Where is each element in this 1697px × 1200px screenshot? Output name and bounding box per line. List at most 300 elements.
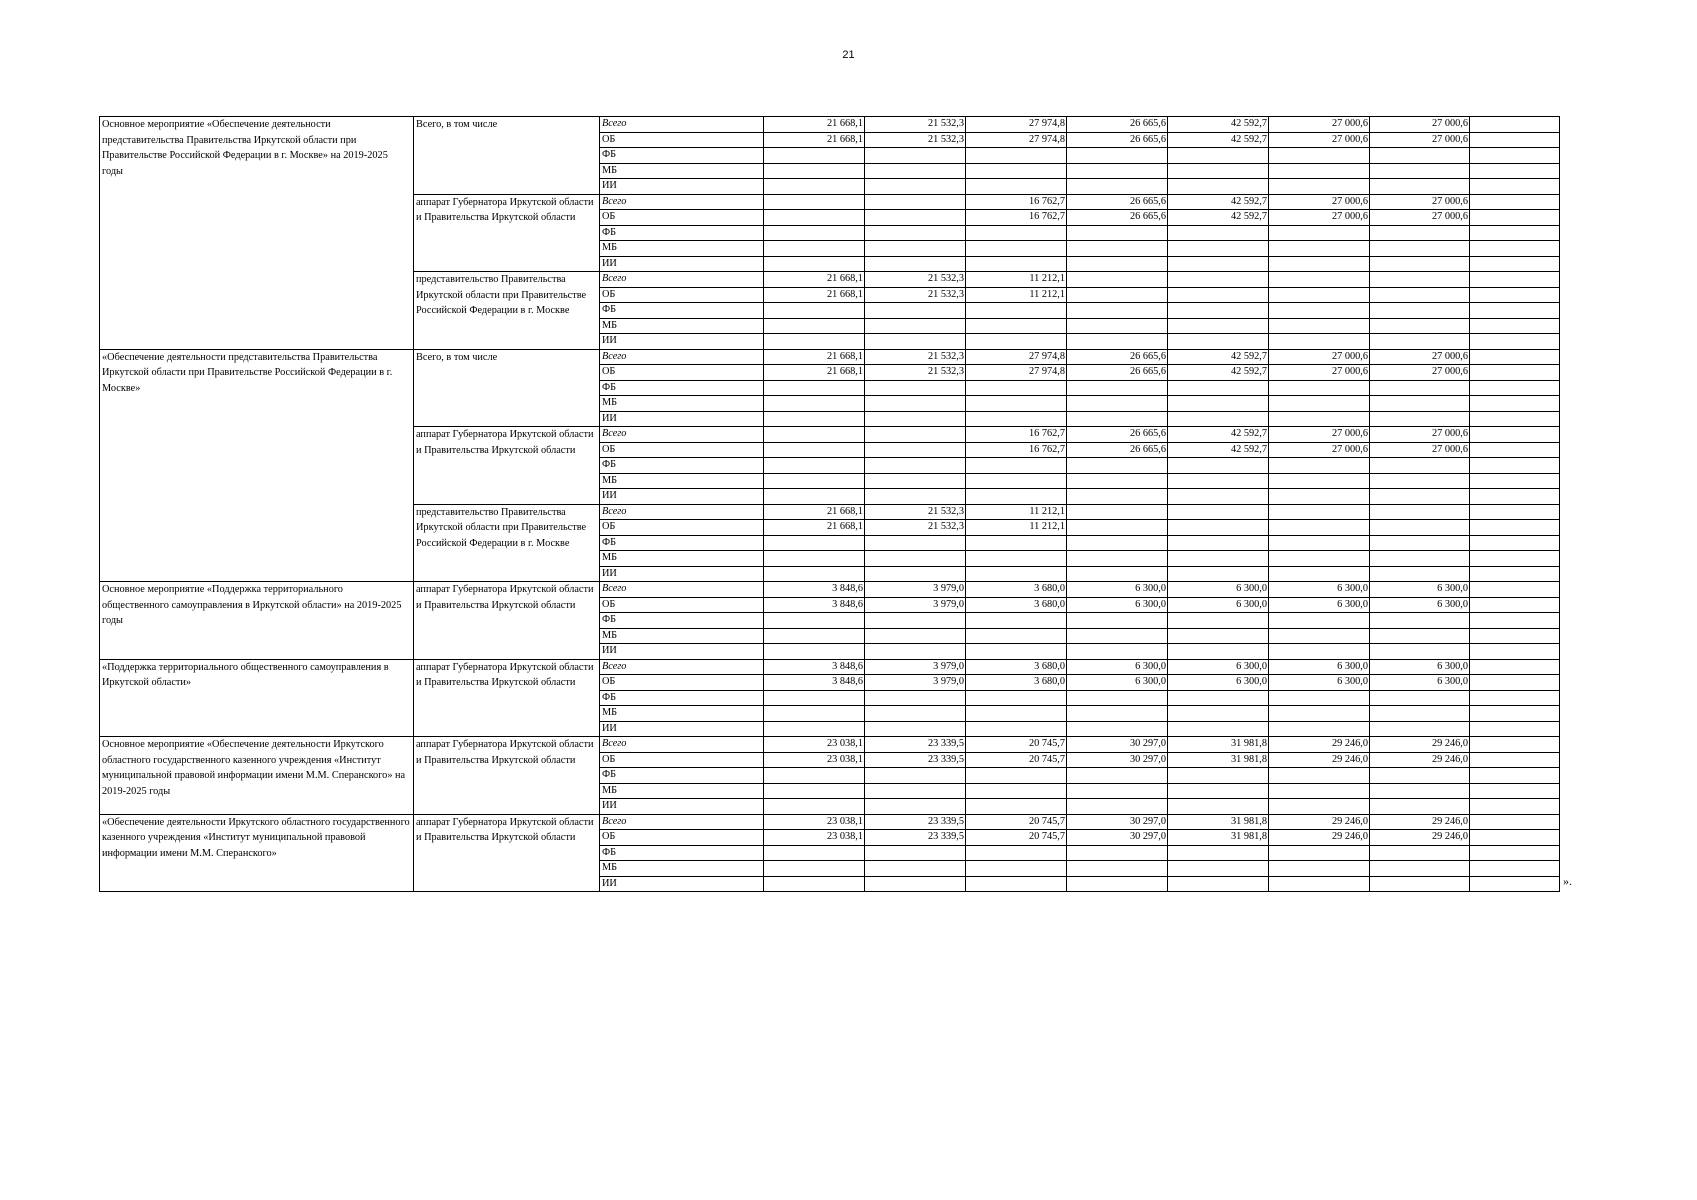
executor-cell: аппарат Губернатора Иркутской области и Правительства Иркутской области: [414, 427, 600, 505]
amount-cell: [1470, 132, 1560, 148]
amount-cell: [1269, 380, 1370, 396]
amount-cell: [966, 644, 1067, 660]
amount-cell: [1470, 520, 1560, 536]
amount-cell: [966, 458, 1067, 474]
amount-cell: [865, 256, 966, 272]
funding-source-cell: ОБ: [600, 752, 764, 768]
amount-cell: [1470, 814, 1560, 830]
amount-cell: [966, 303, 1067, 319]
funding-source-cell: ОБ: [600, 132, 764, 148]
amount-cell: [1470, 504, 1560, 520]
amount-cell: 6 300,0: [1370, 675, 1470, 691]
amount-cell: [1470, 566, 1560, 582]
amount-cell: [1269, 489, 1370, 505]
amount-cell: 16 762,7: [966, 210, 1067, 226]
amount-cell: [1168, 489, 1269, 505]
amount-cell: 3 979,0: [865, 659, 966, 675]
amount-cell: [1067, 690, 1168, 706]
amount-cell: [966, 334, 1067, 350]
amount-cell: [966, 876, 1067, 892]
amount-cell: [865, 721, 966, 737]
amount-cell: 3 680,0: [966, 675, 1067, 691]
amount-cell: [1269, 256, 1370, 272]
table-body: [100, 117, 1560, 892]
funding-source-cell: ОБ: [600, 210, 764, 226]
amount-cell: [966, 489, 1067, 505]
amount-cell: 21 532,3: [865, 504, 966, 520]
amount-cell: [1470, 551, 1560, 567]
amount-cell: [764, 566, 865, 582]
amount-cell: [966, 551, 1067, 567]
amount-cell: 6 300,0: [1067, 597, 1168, 613]
funding-source-cell: ФБ: [600, 535, 764, 551]
amount-cell: [1370, 303, 1470, 319]
funding-source-cell: ОБ: [600, 520, 764, 536]
amount-cell: 21 532,3: [865, 132, 966, 148]
amount-cell: 27 000,6: [1370, 427, 1470, 443]
amount-cell: [764, 179, 865, 195]
amount-cell: [1269, 396, 1370, 412]
amount-cell: 11 212,1: [966, 504, 1067, 520]
amount-cell: [764, 706, 865, 722]
amount-cell: 3 979,0: [865, 582, 966, 598]
amount-cell: [1269, 287, 1370, 303]
amount-cell: 6 300,0: [1168, 597, 1269, 613]
amount-cell: [865, 783, 966, 799]
table-row: [100, 814, 1560, 830]
amount-cell: [1370, 504, 1470, 520]
funding-source-cell: ИИ: [600, 256, 764, 272]
amount-cell: [966, 799, 1067, 815]
amount-cell: 27 000,6: [1370, 442, 1470, 458]
amount-cell: [1168, 644, 1269, 660]
funding-source-cell: Всего: [600, 117, 764, 133]
amount-cell: [865, 768, 966, 784]
funding-source-cell: Всего: [600, 194, 764, 210]
amount-cell: [1470, 799, 1560, 815]
amount-cell: [1470, 721, 1560, 737]
amount-cell: [764, 225, 865, 241]
amount-cell: [966, 380, 1067, 396]
amount-cell: [1067, 303, 1168, 319]
amount-cell: [865, 799, 966, 815]
amount-cell: [1168, 256, 1269, 272]
amount-cell: [1370, 489, 1470, 505]
amount-cell: [1470, 628, 1560, 644]
amount-cell: 27 000,6: [1269, 132, 1370, 148]
amount-cell: 11 212,1: [966, 287, 1067, 303]
amount-cell: [966, 148, 1067, 164]
amount-cell: [1067, 287, 1168, 303]
amount-cell: 42 592,7: [1168, 194, 1269, 210]
amount-cell: 42 592,7: [1168, 117, 1269, 133]
amount-cell: [1470, 876, 1560, 892]
amount-cell: [1168, 380, 1269, 396]
amount-cell: [1067, 613, 1168, 629]
event-name-cell: Основное мероприятие «Обеспечение деятельности представительства Правительства Иркутской области при Правительстве Российской Федерации в г. Москве» на 2019-2025 годы: [100, 117, 414, 350]
funding-source-cell: МБ: [600, 473, 764, 489]
funding-source-cell: ФБ: [600, 225, 764, 241]
amount-cell: 6 300,0: [1269, 597, 1370, 613]
amount-cell: [1067, 163, 1168, 179]
funding-source-cell: ОБ: [600, 442, 764, 458]
funding-source-cell: ИИ: [600, 566, 764, 582]
amount-cell: [1470, 830, 1560, 846]
amount-cell: 29 246,0: [1269, 737, 1370, 753]
funding-source-cell: Всего: [600, 504, 764, 520]
amount-cell: [966, 473, 1067, 489]
table-row: [100, 117, 1560, 133]
amount-cell: 26 665,6: [1067, 210, 1168, 226]
funding-source-cell: ФБ: [600, 845, 764, 861]
amount-cell: [966, 241, 1067, 257]
closing-quote-mark: ».: [1563, 874, 1572, 888]
amount-cell: [1168, 303, 1269, 319]
amount-cell: [1067, 644, 1168, 660]
amount-cell: 27 000,6: [1370, 132, 1470, 148]
amount-cell: 11 212,1: [966, 520, 1067, 536]
executor-cell: аппарат Губернатора Иркутской области и Правительства Иркутской области: [414, 582, 600, 660]
amount-cell: 20 745,7: [966, 814, 1067, 830]
amount-cell: 21 668,1: [764, 272, 865, 288]
amount-cell: [1168, 628, 1269, 644]
funding-source-cell: ОБ: [600, 287, 764, 303]
amount-cell: 21 668,1: [764, 365, 865, 381]
amount-cell: 6 300,0: [1067, 582, 1168, 598]
amount-cell: [1269, 861, 1370, 877]
amount-cell: [1470, 752, 1560, 768]
amount-cell: [764, 334, 865, 350]
amount-cell: [1370, 334, 1470, 350]
amount-cell: 16 762,7: [966, 194, 1067, 210]
amount-cell: 27 000,6: [1269, 210, 1370, 226]
amount-cell: [764, 644, 865, 660]
amount-cell: [1370, 256, 1470, 272]
amount-cell: 29 246,0: [1370, 814, 1470, 830]
amount-cell: 29 246,0: [1370, 752, 1470, 768]
amount-cell: 26 665,6: [1067, 194, 1168, 210]
amount-cell: 3 680,0: [966, 659, 1067, 675]
funding-source-cell: ОБ: [600, 365, 764, 381]
amount-cell: [966, 318, 1067, 334]
amount-cell: [1370, 783, 1470, 799]
amount-cell: [1168, 768, 1269, 784]
amount-cell: 6 300,0: [1370, 597, 1470, 613]
amount-cell: [764, 241, 865, 257]
amount-cell: 27 974,8: [966, 117, 1067, 133]
amount-cell: [865, 194, 966, 210]
amount-cell: [764, 148, 865, 164]
amount-cell: [1067, 876, 1168, 892]
amount-cell: [1470, 861, 1560, 877]
amount-cell: [1067, 179, 1168, 195]
amount-cell: [764, 411, 865, 427]
amount-cell: [966, 179, 1067, 195]
amount-cell: [764, 489, 865, 505]
amount-cell: 6 300,0: [1370, 582, 1470, 598]
page-number: 21: [842, 49, 855, 61]
amount-cell: [1470, 303, 1560, 319]
amount-cell: 16 762,7: [966, 442, 1067, 458]
amount-cell: [1470, 194, 1560, 210]
amount-cell: [764, 194, 865, 210]
amount-cell: 6 300,0: [1067, 659, 1168, 675]
amount-cell: 3 979,0: [865, 597, 966, 613]
amount-cell: [1470, 349, 1560, 365]
funding-source-cell: ФБ: [600, 768, 764, 784]
table-row: [100, 737, 1560, 753]
amount-cell: [1067, 272, 1168, 288]
amount-cell: 27 000,6: [1269, 427, 1370, 443]
amount-cell: 42 592,7: [1168, 442, 1269, 458]
amount-cell: [1168, 721, 1269, 737]
amount-cell: 29 246,0: [1269, 752, 1370, 768]
amount-cell: [764, 163, 865, 179]
amount-cell: 26 665,6: [1067, 365, 1168, 381]
amount-cell: 27 000,6: [1370, 365, 1470, 381]
funding-source-cell: МБ: [600, 706, 764, 722]
amount-cell: 6 300,0: [1168, 675, 1269, 691]
amount-cell: 21 532,3: [865, 365, 966, 381]
amount-cell: [865, 210, 966, 226]
amount-cell: 6 300,0: [1269, 582, 1370, 598]
amount-cell: [1470, 690, 1560, 706]
amount-cell: 31 981,8: [1168, 752, 1269, 768]
funding-source-cell: МБ: [600, 318, 764, 334]
amount-cell: [1370, 535, 1470, 551]
amount-cell: [764, 783, 865, 799]
amount-cell: [1168, 163, 1269, 179]
amount-cell: [1370, 644, 1470, 660]
amount-cell: [1470, 225, 1560, 241]
amount-cell: [1470, 117, 1560, 133]
amount-cell: [1269, 520, 1370, 536]
amount-cell: [1470, 411, 1560, 427]
amount-cell: [1067, 411, 1168, 427]
funding-source-cell: ИИ: [600, 334, 764, 350]
amount-cell: [1168, 179, 1269, 195]
amount-cell: 6 300,0: [1168, 582, 1269, 598]
amount-cell: [1269, 613, 1370, 629]
amount-cell: [865, 380, 966, 396]
funding-source-cell: ФБ: [600, 148, 764, 164]
amount-cell: 21 532,3: [865, 520, 966, 536]
amount-cell: [1470, 675, 1560, 691]
amount-cell: [1168, 504, 1269, 520]
amount-cell: [1067, 768, 1168, 784]
amount-cell: [1470, 427, 1560, 443]
amount-cell: [966, 706, 1067, 722]
amount-cell: 31 981,8: [1168, 737, 1269, 753]
amount-cell: [1269, 458, 1370, 474]
amount-cell: [1168, 799, 1269, 815]
amount-cell: [1067, 473, 1168, 489]
amount-cell: [966, 845, 1067, 861]
amount-cell: [1269, 473, 1370, 489]
funding-source-cell: МБ: [600, 861, 764, 877]
budget-table: [99, 116, 1560, 892]
amount-cell: [865, 225, 966, 241]
amount-cell: 20 745,7: [966, 752, 1067, 768]
amount-cell: [865, 148, 966, 164]
amount-cell: [1067, 520, 1168, 536]
funding-source-cell: ИИ: [600, 876, 764, 892]
amount-cell: [1470, 613, 1560, 629]
amount-cell: [1168, 690, 1269, 706]
amount-cell: [1370, 225, 1470, 241]
amount-cell: [865, 566, 966, 582]
amount-cell: [966, 535, 1067, 551]
amount-cell: [1168, 334, 1269, 350]
amount-cell: 21 532,3: [865, 272, 966, 288]
amount-cell: [865, 442, 966, 458]
amount-cell: [1370, 551, 1470, 567]
amount-cell: 6 300,0: [1269, 675, 1370, 691]
amount-cell: [1067, 380, 1168, 396]
event-name-cell: «Поддержка территориального общественного самоуправления в Иркутской области»: [100, 659, 414, 737]
executor-cell: Всего, в том числе: [414, 117, 600, 195]
amount-cell: 42 592,7: [1168, 427, 1269, 443]
amount-cell: [1470, 318, 1560, 334]
amount-cell: 27 000,6: [1370, 117, 1470, 133]
amount-cell: 30 297,0: [1067, 752, 1168, 768]
amount-cell: [764, 690, 865, 706]
amount-cell: 27 000,6: [1269, 365, 1370, 381]
amount-cell: [1470, 148, 1560, 164]
amount-cell: [1067, 706, 1168, 722]
amount-cell: [1269, 566, 1370, 582]
funding-source-cell: МБ: [600, 163, 764, 179]
amount-cell: [966, 861, 1067, 877]
amount-cell: [1067, 318, 1168, 334]
amount-cell: [764, 628, 865, 644]
amount-cell: 21 668,1: [764, 132, 865, 148]
amount-cell: [1067, 535, 1168, 551]
amount-cell: 16 762,7: [966, 427, 1067, 443]
amount-cell: [1269, 148, 1370, 164]
amount-cell: [1370, 768, 1470, 784]
amount-cell: 23 038,1: [764, 737, 865, 753]
amount-cell: 20 745,7: [966, 830, 1067, 846]
amount-cell: 26 665,6: [1067, 427, 1168, 443]
amount-cell: [1370, 566, 1470, 582]
amount-cell: [966, 628, 1067, 644]
amount-cell: [966, 411, 1067, 427]
amount-cell: [764, 458, 865, 474]
amount-cell: [1470, 442, 1560, 458]
amount-cell: [1168, 241, 1269, 257]
amount-cell: [764, 210, 865, 226]
amount-cell: [1370, 380, 1470, 396]
amount-cell: [1067, 551, 1168, 567]
amount-cell: [1067, 458, 1168, 474]
amount-cell: [865, 458, 966, 474]
amount-cell: 27 974,8: [966, 365, 1067, 381]
amount-cell: [966, 768, 1067, 784]
amount-cell: [865, 411, 966, 427]
amount-cell: [1470, 458, 1560, 474]
amount-cell: [764, 318, 865, 334]
amount-cell: [1470, 597, 1560, 613]
funding-source-cell: ФБ: [600, 303, 764, 319]
amount-cell: [1370, 690, 1470, 706]
amount-cell: [1168, 272, 1269, 288]
amount-cell: 3 979,0: [865, 675, 966, 691]
amount-cell: [966, 225, 1067, 241]
amount-cell: [1470, 380, 1560, 396]
table-row: [100, 659, 1560, 675]
amount-cell: [1269, 163, 1370, 179]
amount-cell: [764, 551, 865, 567]
amount-cell: [966, 613, 1067, 629]
amount-cell: 21 668,1: [764, 520, 865, 536]
amount-cell: [1470, 241, 1560, 257]
amount-cell: 3 680,0: [966, 582, 1067, 598]
amount-cell: 6 300,0: [1269, 659, 1370, 675]
amount-cell: 21 668,1: [764, 349, 865, 365]
amount-cell: [1470, 845, 1560, 861]
amount-cell: [1067, 396, 1168, 412]
amount-cell: [1470, 163, 1560, 179]
amount-cell: [1370, 411, 1470, 427]
funding-source-cell: Всего: [600, 659, 764, 675]
amount-cell: [1470, 659, 1560, 675]
amount-cell: [1269, 504, 1370, 520]
amount-cell: [1269, 845, 1370, 861]
amount-cell: 29 246,0: [1269, 830, 1370, 846]
amount-cell: [1470, 489, 1560, 505]
amount-cell: [1269, 303, 1370, 319]
amount-cell: 29 246,0: [1370, 830, 1470, 846]
amount-cell: [1470, 582, 1560, 598]
amount-cell: [1168, 411, 1269, 427]
amount-cell: 27 000,6: [1370, 194, 1470, 210]
amount-cell: [1370, 721, 1470, 737]
amount-cell: 3 848,6: [764, 659, 865, 675]
amount-cell: [1370, 272, 1470, 288]
amount-cell: [1269, 318, 1370, 334]
amount-cell: 23 339,5: [865, 830, 966, 846]
amount-cell: 27 000,6: [1269, 442, 1370, 458]
amount-cell: [764, 380, 865, 396]
amount-cell: [1269, 241, 1370, 257]
amount-cell: [1470, 365, 1560, 381]
funding-source-cell: МБ: [600, 551, 764, 567]
funding-source-cell: ФБ: [600, 613, 764, 629]
amount-cell: 27 000,6: [1269, 194, 1370, 210]
amount-cell: 27 974,8: [966, 349, 1067, 365]
amount-cell: 3 848,6: [764, 675, 865, 691]
amount-cell: [1470, 334, 1560, 350]
amount-cell: 23 339,5: [865, 752, 966, 768]
funding-source-cell: ИИ: [600, 799, 764, 815]
amount-cell: [865, 613, 966, 629]
amount-cell: [1067, 148, 1168, 164]
amount-cell: [1370, 163, 1470, 179]
amount-cell: [966, 256, 1067, 272]
amount-cell: [1168, 876, 1269, 892]
amount-cell: 23 038,1: [764, 830, 865, 846]
amount-cell: [1370, 287, 1470, 303]
amount-cell: 30 297,0: [1067, 814, 1168, 830]
amount-cell: [1370, 520, 1470, 536]
amount-cell: 6 300,0: [1370, 659, 1470, 675]
amount-cell: [764, 721, 865, 737]
amount-cell: [1168, 845, 1269, 861]
amount-cell: 23 339,5: [865, 737, 966, 753]
amount-cell: [966, 566, 1067, 582]
amount-cell: [1168, 318, 1269, 334]
